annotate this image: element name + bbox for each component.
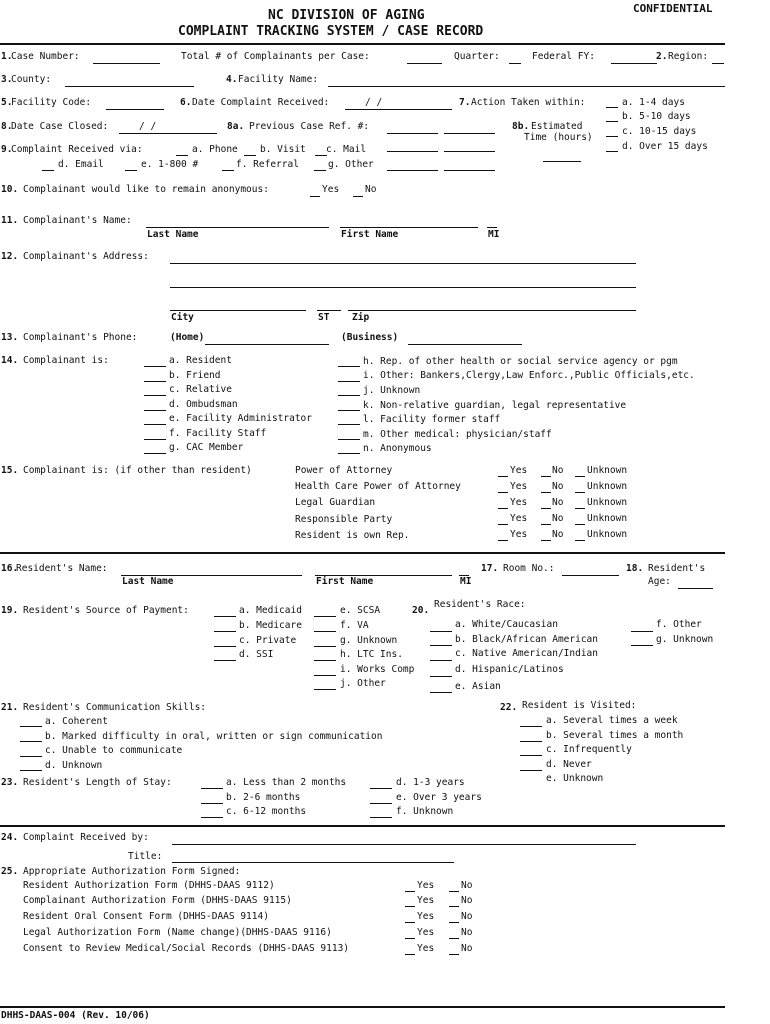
total-complainants-label: Total # of Complainants per Case: [181, 51, 370, 62]
authorization-no-blank[interactable] [449, 938, 459, 939]
field-16-num: 16. [1, 563, 19, 574]
field-3-num: 3. [1, 74, 13, 85]
race-option: g. Unknown [656, 634, 714, 645]
anonymous-yes: Yes [322, 184, 340, 195]
field-10-num: 10. [1, 184, 19, 195]
field-4-num: 4. [226, 74, 238, 85]
relation-unknown: Unknown [587, 497, 628, 508]
field-21-num: 21. [1, 702, 19, 713]
complainant-type-blank[interactable] [144, 424, 166, 425]
payment-option: e. SCSA [340, 605, 381, 616]
complainant-is-label: Complainant is: [23, 355, 109, 366]
header-rule [0, 43, 725, 45]
complainant-type-blank[interactable] [338, 439, 360, 440]
form-title: NC DIVISION OF AGING [268, 8, 425, 23]
authorization-item: Resident Oral Consent Form (DHHS-DAAS 9114) [23, 911, 269, 922]
field-8b-num: 8b. [512, 121, 530, 132]
relation-unknown-blank[interactable] [575, 540, 585, 541]
authorization-yes-blank[interactable] [405, 938, 415, 939]
authorization-item: Resident Authorization Form (DHHS-DAAS 9112) [23, 880, 275, 891]
date-closed-label: Date Case Closed: [11, 121, 109, 132]
address-state-field[interactable] [317, 310, 341, 311]
authorization-item: Complainant Authorization Form (DHHS-DAAS 9115) [23, 895, 292, 906]
via-g-blank[interactable] [314, 170, 326, 171]
via-option-e: e. 1-800 # [141, 159, 199, 170]
region-label: Region: [668, 51, 709, 62]
section-divider [0, 552, 725, 554]
complainant-type-option: d. Ombudsman [169, 399, 238, 410]
complainant-type-option: g. CAC Member [169, 442, 244, 453]
relation-no-blank[interactable] [541, 508, 551, 509]
address-state-caption: ST [318, 312, 330, 323]
complainant-type-option: a. Resident [169, 355, 232, 366]
authorization-no-blank[interactable] [449, 906, 459, 907]
payment-blank[interactable] [214, 646, 236, 647]
authorization-no: No [461, 927, 473, 938]
relation-item: Power of Attorney [295, 465, 393, 476]
relation-no: No [552, 513, 564, 524]
relation-yes-blank[interactable] [498, 476, 508, 477]
action-c-blank[interactable] [606, 136, 618, 137]
field-19-num: 19. [1, 605, 19, 616]
field-23-num: 23. [1, 777, 19, 788]
payment-blank[interactable] [314, 660, 336, 661]
payment-blank[interactable] [314, 616, 336, 617]
section-divider [0, 825, 725, 827]
via-b-blank[interactable] [244, 155, 256, 156]
authorization-item: Legal Authorization Form (Name change)(DHHS-DAAS 9116) [23, 927, 332, 938]
address-zip-field[interactable] [348, 310, 636, 311]
anonymous-no-blank[interactable] [353, 196, 363, 197]
race-option: e. Asian [455, 681, 501, 692]
complainant-type-blank[interactable] [144, 439, 166, 440]
race-blank[interactable] [430, 631, 452, 632]
phone-business-caption: (Business) [341, 332, 399, 343]
facility-name-field[interactable] [328, 86, 725, 87]
payment-option: f. VA [340, 620, 369, 631]
communication-option: c. Unable to communicate [45, 745, 183, 756]
stay-blank[interactable] [201, 788, 223, 789]
complainant-type-option: l. Facility former staff [363, 414, 501, 425]
previous-case-field-1[interactable] [387, 133, 438, 134]
stay-option: d. 1-3 years [396, 777, 465, 788]
complainant-type-blank[interactable] [338, 453, 360, 454]
communication-option: b. Marked difficulty in oral, written or sign communication [45, 731, 383, 742]
communication-blank[interactable] [20, 756, 42, 757]
field-7-num: 7. [459, 97, 471, 108]
relation-yes: Yes [510, 529, 528, 540]
complainant-type-blank[interactable] [144, 453, 166, 454]
authorization-no: No [461, 943, 473, 954]
visited-option: d. Never [546, 759, 592, 770]
relation-yes-blank[interactable] [498, 492, 508, 493]
via-option-g: g. Other [328, 159, 374, 170]
via-d-blank[interactable] [42, 170, 54, 171]
field-18-num: 18. [626, 563, 644, 574]
action-d-blank[interactable] [606, 151, 618, 152]
facility-code-label: Facility Code: [11, 97, 92, 108]
field-13-num: 13. [1, 332, 19, 343]
stay-option: e. Over 3 years [396, 792, 482, 803]
communication-skills-label: Resident's Communication Skills: [23, 702, 207, 713]
relation-no: No [552, 529, 564, 540]
field-9-num: 9. [1, 144, 13, 155]
communication-option: a. Coherent [45, 716, 108, 727]
complainant-first-name-caption: First Name [341, 229, 399, 240]
authorization-yes: Yes [417, 927, 435, 938]
resident-mi-caption: MI [460, 576, 472, 587]
total-complainants-field[interactable] [407, 63, 442, 64]
field-12-num: 12. [1, 251, 19, 262]
resident-last-name-caption: Last Name [122, 576, 174, 587]
authorization-yes: Yes [417, 895, 435, 906]
authorization-yes: Yes [417, 911, 435, 922]
visited-option: b. Several times a month [546, 730, 684, 741]
field-20-num: 20. [412, 605, 430, 616]
federal-fy-field[interactable] [611, 63, 657, 64]
length-of-stay-label: Resident's Length of Stay: [23, 777, 172, 788]
relation-yes: Yes [510, 513, 528, 524]
relation-no: No [552, 465, 564, 476]
stay-blank[interactable] [370, 803, 392, 804]
form-subtitle: COMPLAINT TRACKING SYSTEM / CASE RECORD [178, 24, 484, 39]
complainant-type-option: f. Facility Staff [169, 428, 267, 439]
relation-yes: Yes [510, 481, 528, 492]
phone-business-field[interactable] [408, 344, 522, 345]
relation-unknown-blank[interactable] [575, 476, 585, 477]
race-blank[interactable] [631, 645, 653, 646]
action-b-blank[interactable] [606, 121, 618, 122]
previous-case-field-4[interactable] [444, 151, 495, 152]
previous-case-field-2[interactable] [444, 133, 495, 134]
footer-rule [0, 1006, 725, 1008]
authorization-yes: Yes [417, 943, 435, 954]
previous-case-field-5[interactable] [387, 170, 438, 171]
field-2-num: 2. [656, 51, 668, 62]
relation-unknown: Unknown [587, 529, 628, 540]
stay-option: f. Unknown [396, 806, 454, 817]
resident-age-field[interactable] [678, 588, 713, 589]
estimated-time-field[interactable] [543, 161, 581, 162]
via-option-c: c. Mail [326, 144, 367, 155]
relation-no-blank[interactable] [541, 524, 551, 525]
authorization-label: Appropriate Authorization Form Signed: [23, 866, 241, 877]
case-number-field[interactable] [93, 63, 160, 64]
complainant-last-name-caption: Last Name [147, 229, 199, 240]
complainant-type-option: c. Relative [169, 384, 232, 395]
authorization-no: No [461, 880, 473, 891]
field-5-num: 5. [1, 97, 13, 108]
anonymous-no: No [365, 184, 377, 195]
race-blank[interactable] [631, 631, 653, 632]
region-field[interactable] [712, 63, 724, 64]
payment-blank[interactable] [314, 631, 336, 632]
authorization-no-blank[interactable] [449, 922, 459, 923]
via-c-blank[interactable] [315, 155, 327, 156]
phone-home-caption: (Home) [170, 332, 205, 343]
complainant-type-option: e. Facility Administrator [169, 413, 312, 424]
county-label: County: [11, 74, 52, 85]
race-blank[interactable] [430, 676, 452, 677]
race-option: a. White/Caucasian [455, 619, 558, 630]
previous-case-field-3[interactable] [387, 151, 438, 152]
complainant-mi-field[interactable] [487, 227, 497, 228]
date-closed-slashes: / / [139, 121, 157, 132]
visited-blank[interactable] [520, 770, 542, 771]
complainant-type-option: b. Friend [169, 370, 221, 381]
room-no-label: Room No.: [503, 563, 555, 574]
race-blank[interactable] [430, 660, 452, 661]
communication-option: d. Unknown [45, 760, 103, 771]
complainant-type-option: h. Rep. of other health or social service agency or pgm [363, 356, 678, 367]
payment-blank[interactable] [314, 675, 336, 676]
payment-option: h. LTC Ins. [340, 649, 403, 660]
field-8-num: 8. [1, 121, 13, 132]
field-15-num: 15. [1, 465, 19, 476]
estimated-label: Estimated [531, 121, 583, 132]
resident-age-label: Resident's [648, 563, 706, 574]
complainant-type-blank[interactable] [338, 366, 360, 367]
complainant-type-blank[interactable] [144, 381, 166, 382]
complainant-type-blank[interactable] [338, 424, 360, 425]
authorization-yes-blank[interactable] [405, 906, 415, 907]
authorization-no-blank[interactable] [449, 954, 459, 955]
date-received-field[interactable] [345, 109, 452, 110]
via-a-blank[interactable] [176, 155, 188, 156]
via-option-b: b. Visit [260, 144, 306, 155]
field-24-num: 24. [1, 832, 19, 843]
action-option-b: b. 5-10 days [622, 111, 691, 122]
race-option: f. Other [656, 619, 702, 630]
relation-no-blank[interactable] [541, 476, 551, 477]
action-a-blank[interactable] [606, 107, 618, 108]
visited-option: a. Several times a week [546, 715, 678, 726]
estimated-time-label: Time (hours) [524, 132, 593, 143]
complainant-relation-label: Complainant is: (if other than resident) [23, 465, 252, 476]
payment-option: g. Unknown [340, 635, 398, 646]
via-f-blank[interactable] [222, 170, 234, 171]
federal-fy-label: Federal FY: [532, 51, 595, 62]
complainant-last-name-field[interactable] [146, 227, 329, 228]
authorization-item: Consent to Review Medical/Social Records (DHHS-DAAS 9113) [23, 943, 350, 954]
received-by-field[interactable] [172, 844, 636, 845]
via-option-d: d. Email [58, 159, 104, 170]
received-via-label: Complaint Received via: [11, 144, 143, 155]
authorization-no: No [461, 911, 473, 922]
via-e-blank[interactable] [125, 170, 137, 171]
received-by-label: Complaint Received by: [23, 832, 149, 843]
complainant-type-option: k. Non-relative guardian, legal representative [363, 400, 627, 411]
relation-item: Resident is own Rep. [295, 530, 410, 541]
payment-option: c. Private [239, 635, 297, 646]
complainant-type-option: n. Anonymous [363, 443, 432, 454]
field-14-num: 14. [1, 355, 19, 366]
relation-no: No [552, 481, 564, 492]
resident-age-label-2: Age: [648, 576, 671, 587]
relation-unknown-blank[interactable] [575, 508, 585, 509]
county-field[interactable] [65, 86, 194, 87]
phone-home-field[interactable] [205, 344, 329, 345]
anonymous-yes-blank[interactable] [310, 196, 320, 197]
confidential-label: CONFIDENTIAL [633, 2, 713, 15]
source-of-payment-label: Resident's Source of Payment: [23, 605, 189, 616]
communication-blank[interactable] [20, 741, 42, 742]
date-received-label: Date Complaint Received: [192, 97, 330, 108]
visited-option: c. Infrequently [546, 744, 632, 755]
address-zip-caption: Zip [352, 312, 370, 323]
via-option-f: f. Referral [236, 159, 299, 170]
complainant-first-name-field[interactable] [340, 227, 478, 228]
authorization-yes: Yes [417, 880, 435, 891]
relation-item: Responsible Party [295, 514, 393, 525]
field-17-num: 17. [481, 563, 499, 574]
stay-blank[interactable] [201, 803, 223, 804]
relation-yes: Yes [510, 465, 528, 476]
relation-yes-blank[interactable] [498, 508, 508, 509]
complainant-type-blank[interactable] [338, 381, 360, 382]
previous-case-label: Previous Case Ref. #: [249, 121, 370, 132]
title-label: Title: [128, 851, 163, 862]
payment-option: d. SSI [239, 649, 274, 660]
authorization-yes-blank[interactable] [405, 922, 415, 923]
relation-item: Legal Guardian [295, 497, 376, 508]
payment-blank[interactable] [314, 646, 336, 647]
stay-blank[interactable] [201, 817, 223, 818]
relation-yes-blank[interactable] [498, 524, 508, 525]
resident-visited-label: Resident is Visited: [522, 700, 637, 711]
relation-unknown: Unknown [587, 513, 628, 524]
field-25-num: 25. [1, 866, 19, 877]
resident-name-label: Resident's Name: [16, 563, 108, 574]
authorization-yes-blank[interactable] [405, 954, 415, 955]
relation-unknown: Unknown [587, 481, 628, 492]
date-closed-field[interactable] [119, 133, 217, 134]
facility-code-field[interactable] [106, 109, 164, 110]
stay-option: c. 6-12 months [226, 806, 307, 817]
relation-no: No [552, 497, 564, 508]
payment-option: i. Works Comp [340, 664, 415, 675]
relation-item: Health Care Power of Attorney [295, 481, 461, 492]
complainant-type-blank[interactable] [144, 410, 166, 411]
payment-blank[interactable] [214, 631, 236, 632]
resident-race-label: Resident's Race: [434, 599, 526, 610]
authorization-yes-blank[interactable] [405, 891, 415, 892]
complainant-type-blank[interactable] [338, 410, 360, 411]
action-taken-label: Action Taken within: [471, 97, 586, 108]
payment-blank[interactable] [214, 616, 236, 617]
field-22-num: 22. [500, 702, 518, 713]
anonymous-label: Complainant would like to remain anonymous: [23, 184, 269, 195]
communication-blank[interactable] [20, 726, 42, 727]
action-option-c: c. 10-15 days [622, 126, 697, 137]
via-option-a: a. Phone [192, 144, 238, 155]
relation-unknown: Unknown [587, 465, 628, 476]
field-8a-num: 8a. [227, 121, 245, 132]
visited-blank[interactable] [520, 741, 542, 742]
relation-no-blank[interactable] [541, 492, 551, 493]
visited-blank[interactable] [520, 726, 542, 727]
resident-first-name-caption: First Name [316, 576, 374, 587]
case-number-label: Case Number: [11, 51, 80, 62]
authorization-no-blank[interactable] [449, 891, 459, 892]
complainant-type-option: i. Other: Bankers,Clergy,Law Enforc.,Public Officials,etc. [363, 370, 695, 381]
previous-case-field-6[interactable] [444, 170, 495, 171]
form-id: DHHS-DAAS-004 (Rev. 10/06) [1, 1010, 150, 1021]
stay-option: b. 2-6 months [226, 792, 301, 803]
address-city-field[interactable] [170, 310, 306, 311]
address-line-1[interactable] [170, 263, 636, 264]
stay-blank[interactable] [370, 788, 392, 789]
complainant-type-option: m. Other medical: physician/staff [363, 429, 552, 440]
field-1-num: 1. [1, 51, 13, 62]
relation-unknown-blank[interactable] [575, 524, 585, 525]
complainant-name-label: Complainant's Name: [23, 215, 132, 226]
field-6-num: 6. [180, 97, 192, 108]
room-no-field[interactable] [562, 575, 619, 576]
stay-option: a. Less than 2 months [226, 777, 347, 788]
complainant-type-blank[interactable] [144, 366, 166, 367]
complainant-address-label: Complainant's Address: [23, 251, 149, 262]
visited-blank[interactable] [520, 755, 542, 756]
action-option-d: d. Over 15 days [622, 141, 708, 152]
payment-blank[interactable] [214, 660, 236, 661]
relation-no-blank[interactable] [541, 540, 551, 541]
race-blank[interactable] [430, 645, 452, 646]
relation-yes: Yes [510, 497, 528, 508]
communication-blank[interactable] [20, 770, 42, 771]
field-11-num: 11. [1, 215, 19, 226]
visited-option: e. Unknown [546, 773, 604, 784]
title-field[interactable] [172, 862, 454, 863]
address-line-2[interactable] [170, 287, 636, 288]
race-option: d. Hispanic/Latinos [455, 664, 564, 675]
race-option: c. Native American/Indian [455, 648, 598, 659]
complainant-phone-label: Complainant's Phone: [23, 332, 138, 343]
complainant-mi-caption: MI [488, 229, 500, 240]
payment-blank[interactable] [314, 689, 336, 690]
payment-option: j. Other [340, 678, 386, 689]
race-blank[interactable] [430, 692, 452, 693]
complainant-type-blank[interactable] [144, 395, 166, 396]
action-option-a: a. 1-4 days [622, 97, 685, 108]
complainant-type-option: j. Unknown [363, 385, 421, 396]
stay-blank[interactable] [370, 817, 392, 818]
address-city-caption: City [171, 312, 194, 323]
relation-yes-blank[interactable] [498, 540, 508, 541]
relation-unknown-blank[interactable] [575, 492, 585, 493]
facility-name-label: Facility Name: [238, 74, 319, 85]
quarter-label: Quarter: [454, 51, 500, 62]
payment-option: b. Medicare [239, 620, 302, 631]
date-received-slashes: / / [365, 97, 383, 108]
quarter-field[interactable] [509, 63, 521, 64]
payment-option: a. Medicaid [239, 605, 302, 616]
complainant-type-blank[interactable] [338, 395, 360, 396]
authorization-no: No [461, 895, 473, 906]
race-option: b. Black/African American [455, 634, 598, 645]
